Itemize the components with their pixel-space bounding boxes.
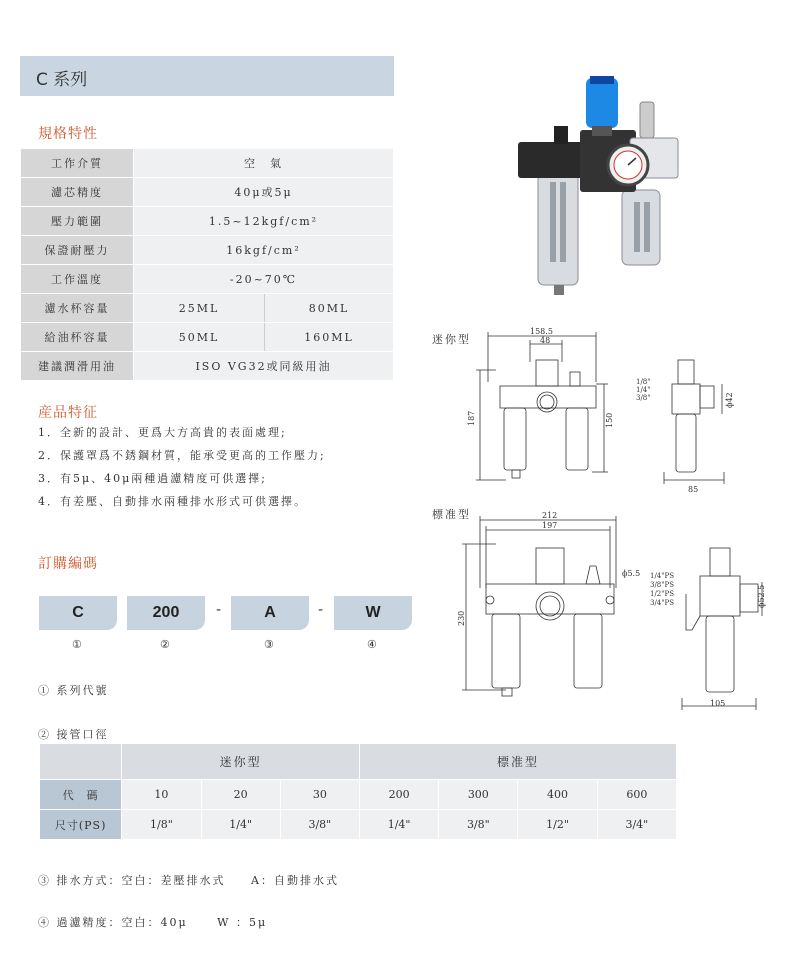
size-cell: 3/8" bbox=[280, 810, 359, 840]
row-size-label: 尺寸(PS) bbox=[40, 810, 122, 840]
size-cell: 3/4" bbox=[597, 810, 676, 840]
group-std-header: 標准型 bbox=[359, 744, 676, 780]
dim-std-gauge-dia: ϕ52.5 bbox=[757, 584, 766, 608]
note-series-code: ① 系列代號 bbox=[38, 684, 109, 697]
spec-value: -20~70℃ bbox=[134, 265, 394, 294]
table-corner bbox=[40, 744, 122, 780]
spec-label: 濾芯精度 bbox=[21, 178, 134, 207]
spec-value: 空 氣 bbox=[134, 149, 394, 178]
dim-std-height: 230 bbox=[457, 610, 466, 626]
std-drawing bbox=[456, 508, 768, 712]
code-marker: ② bbox=[160, 638, 170, 651]
dim-mini-height: 187 bbox=[467, 410, 476, 426]
dim-std-depth: 105 bbox=[710, 699, 726, 708]
spec-row bbox=[21, 352, 394, 381]
size-cell: 1/8" bbox=[122, 810, 201, 840]
table-row bbox=[40, 780, 677, 810]
code-marker: ① bbox=[72, 638, 82, 651]
spec-section-title: 規格特性 bbox=[38, 126, 98, 142]
mini-port: 3/8" bbox=[636, 394, 651, 402]
size-cell: 1/4" bbox=[201, 810, 280, 840]
spec-label: 工作介質 bbox=[21, 149, 134, 178]
code-box-port: 200 bbox=[127, 596, 205, 630]
spec-value: ISO VG32或同級用油 bbox=[134, 352, 394, 381]
spec-row bbox=[21, 149, 394, 178]
spec-value: 1.5~12kgf/cm² bbox=[134, 207, 394, 236]
code-box-drain: A bbox=[231, 596, 309, 630]
dim-mini-width: 158.5 bbox=[530, 327, 553, 336]
code-box-filter: W bbox=[334, 596, 412, 630]
spec-value-std: 80ML bbox=[265, 294, 394, 323]
spec-value-std: 160ML bbox=[265, 323, 394, 352]
size-cell: 1/4" bbox=[359, 810, 438, 840]
code-cell: 30 bbox=[280, 780, 359, 810]
feature-item: 1．全新的設計、更爲大方高貴的表面處理; bbox=[38, 426, 287, 439]
note-port-size: ② 接管口徑 bbox=[38, 728, 109, 741]
features-section-title: 産品特征 bbox=[38, 405, 98, 421]
code-cell: 200 bbox=[359, 780, 438, 810]
dim-std-mount: 197 bbox=[542, 521, 558, 530]
group-mini-header: 迷你型 bbox=[122, 744, 360, 780]
spec-value-mini: 25ML bbox=[134, 294, 265, 323]
spec-row bbox=[21, 294, 394, 323]
note-filter-w: W ：5μ bbox=[217, 916, 268, 929]
spec-label: 給油杯容量 bbox=[21, 323, 134, 352]
spec-row bbox=[21, 178, 394, 207]
code-marker: ③ bbox=[264, 638, 274, 651]
mini-port: 1/4" bbox=[636, 386, 651, 394]
note-filter-default: ④ 過濾精度：空白：40μ bbox=[38, 916, 188, 929]
dim-mini-bowl: 150 bbox=[605, 412, 614, 428]
note-drain-auto: A：自動排水式 bbox=[251, 874, 339, 887]
features-list bbox=[38, 421, 326, 513]
spec-label: 保證耐壓力 bbox=[21, 236, 134, 265]
mini-port: 1/8" bbox=[636, 378, 651, 386]
spec-label: 濾水杯容量 bbox=[21, 294, 134, 323]
mini-drawing-label: 迷你型 bbox=[432, 333, 471, 346]
std-drawing-label: 標准型 bbox=[432, 508, 471, 521]
size-cell: 3/8" bbox=[439, 810, 518, 840]
dim-std-width: 212 bbox=[542, 511, 558, 520]
spec-label: 工作溫度 bbox=[21, 265, 134, 294]
order-section-title: 訂購編碼 bbox=[38, 556, 98, 572]
dim-std-hole: ϕ5.5 bbox=[622, 569, 641, 578]
code-cell: 10 bbox=[122, 780, 201, 810]
spec-row bbox=[21, 323, 394, 352]
std-port: 1/4"PS bbox=[650, 572, 674, 580]
note-drain-type bbox=[38, 872, 339, 888]
spec-label: 建議潤滑用油 bbox=[21, 352, 134, 381]
code-cell: 300 bbox=[439, 780, 518, 810]
code-dash: - bbox=[318, 602, 324, 618]
spec-table bbox=[20, 148, 394, 381]
spec-value: 16kgf/cm² bbox=[134, 236, 394, 265]
std-port: 3/8"PS bbox=[650, 581, 674, 589]
spec-row bbox=[21, 207, 394, 236]
code-cell: 400 bbox=[518, 780, 597, 810]
row-code-label: 代 碼 bbox=[40, 780, 122, 810]
code-cell: 20 bbox=[201, 780, 280, 810]
table-row bbox=[40, 810, 677, 840]
mini-drawing bbox=[466, 322, 736, 494]
code-dash: - bbox=[216, 602, 222, 618]
spec-label: 壓力範圍 bbox=[21, 207, 134, 236]
dim-mini-depth: 85 bbox=[688, 485, 699, 494]
spec-row bbox=[21, 265, 394, 294]
note-drain-default: ③ 排水方式：空白：差壓排水式 bbox=[38, 874, 226, 887]
size-cell: 1/2" bbox=[518, 810, 597, 840]
port-size-table bbox=[39, 743, 677, 840]
feature-item: 2．保護罩爲不銹鋼材質，能承受更高的工作壓力; bbox=[38, 449, 326, 462]
series-title: C 系列 bbox=[36, 70, 88, 90]
spec-row bbox=[21, 236, 394, 265]
feature-item: 3．有5μ、40μ兩種過濾精度可供選擇; bbox=[38, 472, 267, 485]
code-marker: ④ bbox=[367, 638, 377, 651]
std-port: 3/4"PS bbox=[650, 599, 674, 607]
note-filter-grade bbox=[38, 914, 267, 930]
dim-mini-gauge: 48 bbox=[540, 336, 551, 345]
spec-value: 40μ或5μ bbox=[134, 178, 394, 207]
product-photo bbox=[510, 70, 690, 300]
dim-mini-gauge-dia: ϕ42 bbox=[725, 392, 734, 408]
std-port: 1/2"PS bbox=[650, 590, 674, 598]
series-title-bar bbox=[20, 56, 394, 96]
feature-item: 4．有差壓、自動排水兩種排水形式可供選擇。 bbox=[38, 495, 307, 508]
spec-value-mini: 50ML bbox=[134, 323, 265, 352]
code-box-series: C bbox=[39, 596, 117, 630]
code-cell: 600 bbox=[597, 780, 676, 810]
